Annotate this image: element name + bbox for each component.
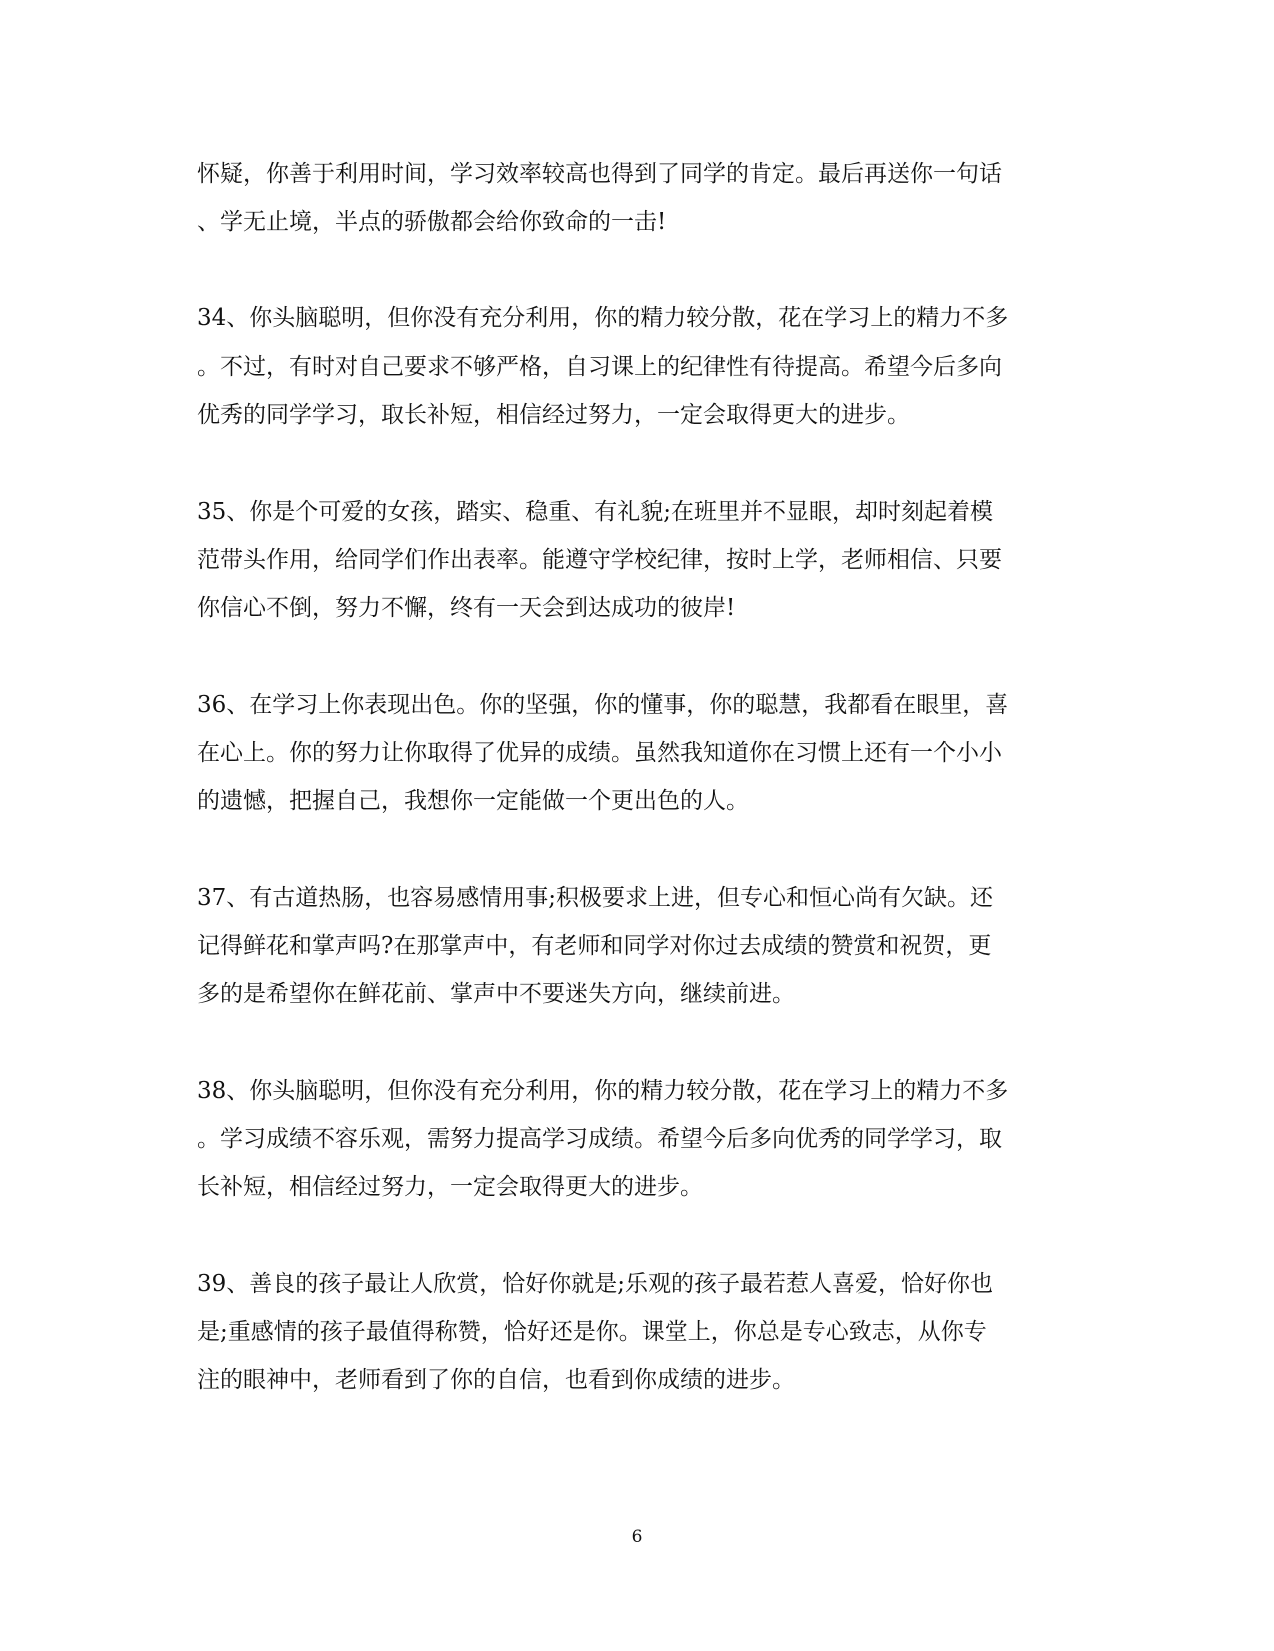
paragraph-line: 在心上。你的努力让你取得了优异的成绩。虽然我知道你在习惯上还有一个小小: [197, 740, 1002, 766]
paragraph-line: 怀疑，你善于利用时间，学习效率较高也得到了同学的肯定。最后再送你一句话: [197, 161, 1002, 187]
paragraph-line: 注的眼神中，老师看到了你的自信，也看到你成绩的进步。: [197, 1367, 795, 1393]
paragraph-line: 38、你头脑聪明，但你没有充分利用，你的精力较分散，花在学习上的精力不多: [197, 1078, 1009, 1104]
paragraph-line: 是;重感情的孩子最值得称赞，恰好还是你。课堂上，你总是专心致志，从你专: [197, 1319, 987, 1345]
paragraph-line: 多的是希望你在鲜花前、掌声中不要迷失方向，继续前进。: [197, 981, 795, 1007]
paragraph-line: 优秀的同学学习，取长补短，相信经过努力，一定会取得更大的进步。: [197, 402, 910, 428]
paragraph-line: 34、你头脑聪明，但你没有充分利用，你的精力较分散，花在学习上的精力不多: [197, 305, 1009, 331]
paragraph-line: 。学习成绩不容乐观，需努力提高学习成绩。希望今后多向优秀的同学学习，取: [197, 1126, 1002, 1152]
page-number: 6: [631, 1527, 643, 1547]
paragraph-line: 、学无止境，半点的骄傲都会给你致命的一击!: [197, 209, 667, 235]
paragraph-line: 35、你是个可爱的女孩，踏实、稳重、有礼貌;在班里并不显眼，却时刻起着模: [197, 499, 994, 525]
paragraph-line: 37、有古道热肠，也容易感情用事;积极要求上进，但专心和恒心尚有欠缺。还: [197, 885, 994, 911]
paragraph-line: 长补短，相信经过努力，一定会取得更大的进步。: [197, 1174, 703, 1200]
paragraph-line: 。不过，有时对自己要求不够严格，自习课上的纪律性有待提高。希望今后多向: [197, 354, 1002, 380]
paragraph-line: 记得鲜花和掌声吗?在那掌声中，有老师和同学对你过去成绩的赞赏和祝贺，更: [197, 933, 992, 959]
paragraph-line: 36、在学习上你表现出色。你的坚强，你的懂事，你的聪慧，我都看在眼里，喜: [197, 692, 1009, 718]
paragraph-line: 的遗憾，把握自己，我想你一定能做一个更出色的人。: [197, 788, 749, 814]
paragraph-line: 39、善良的孩子最让人欣赏，恰好你就是;乐观的孩子最若惹人喜爱，恰好你也: [197, 1271, 994, 1297]
paragraph-line: 你信心不倒，努力不懈，终有一天会到达成功的彼岸!: [197, 595, 736, 621]
paragraph-line: 范带头作用，给同学们作出表率。能遵守学校纪律，按时上学，老师相信、只要: [197, 547, 1002, 573]
